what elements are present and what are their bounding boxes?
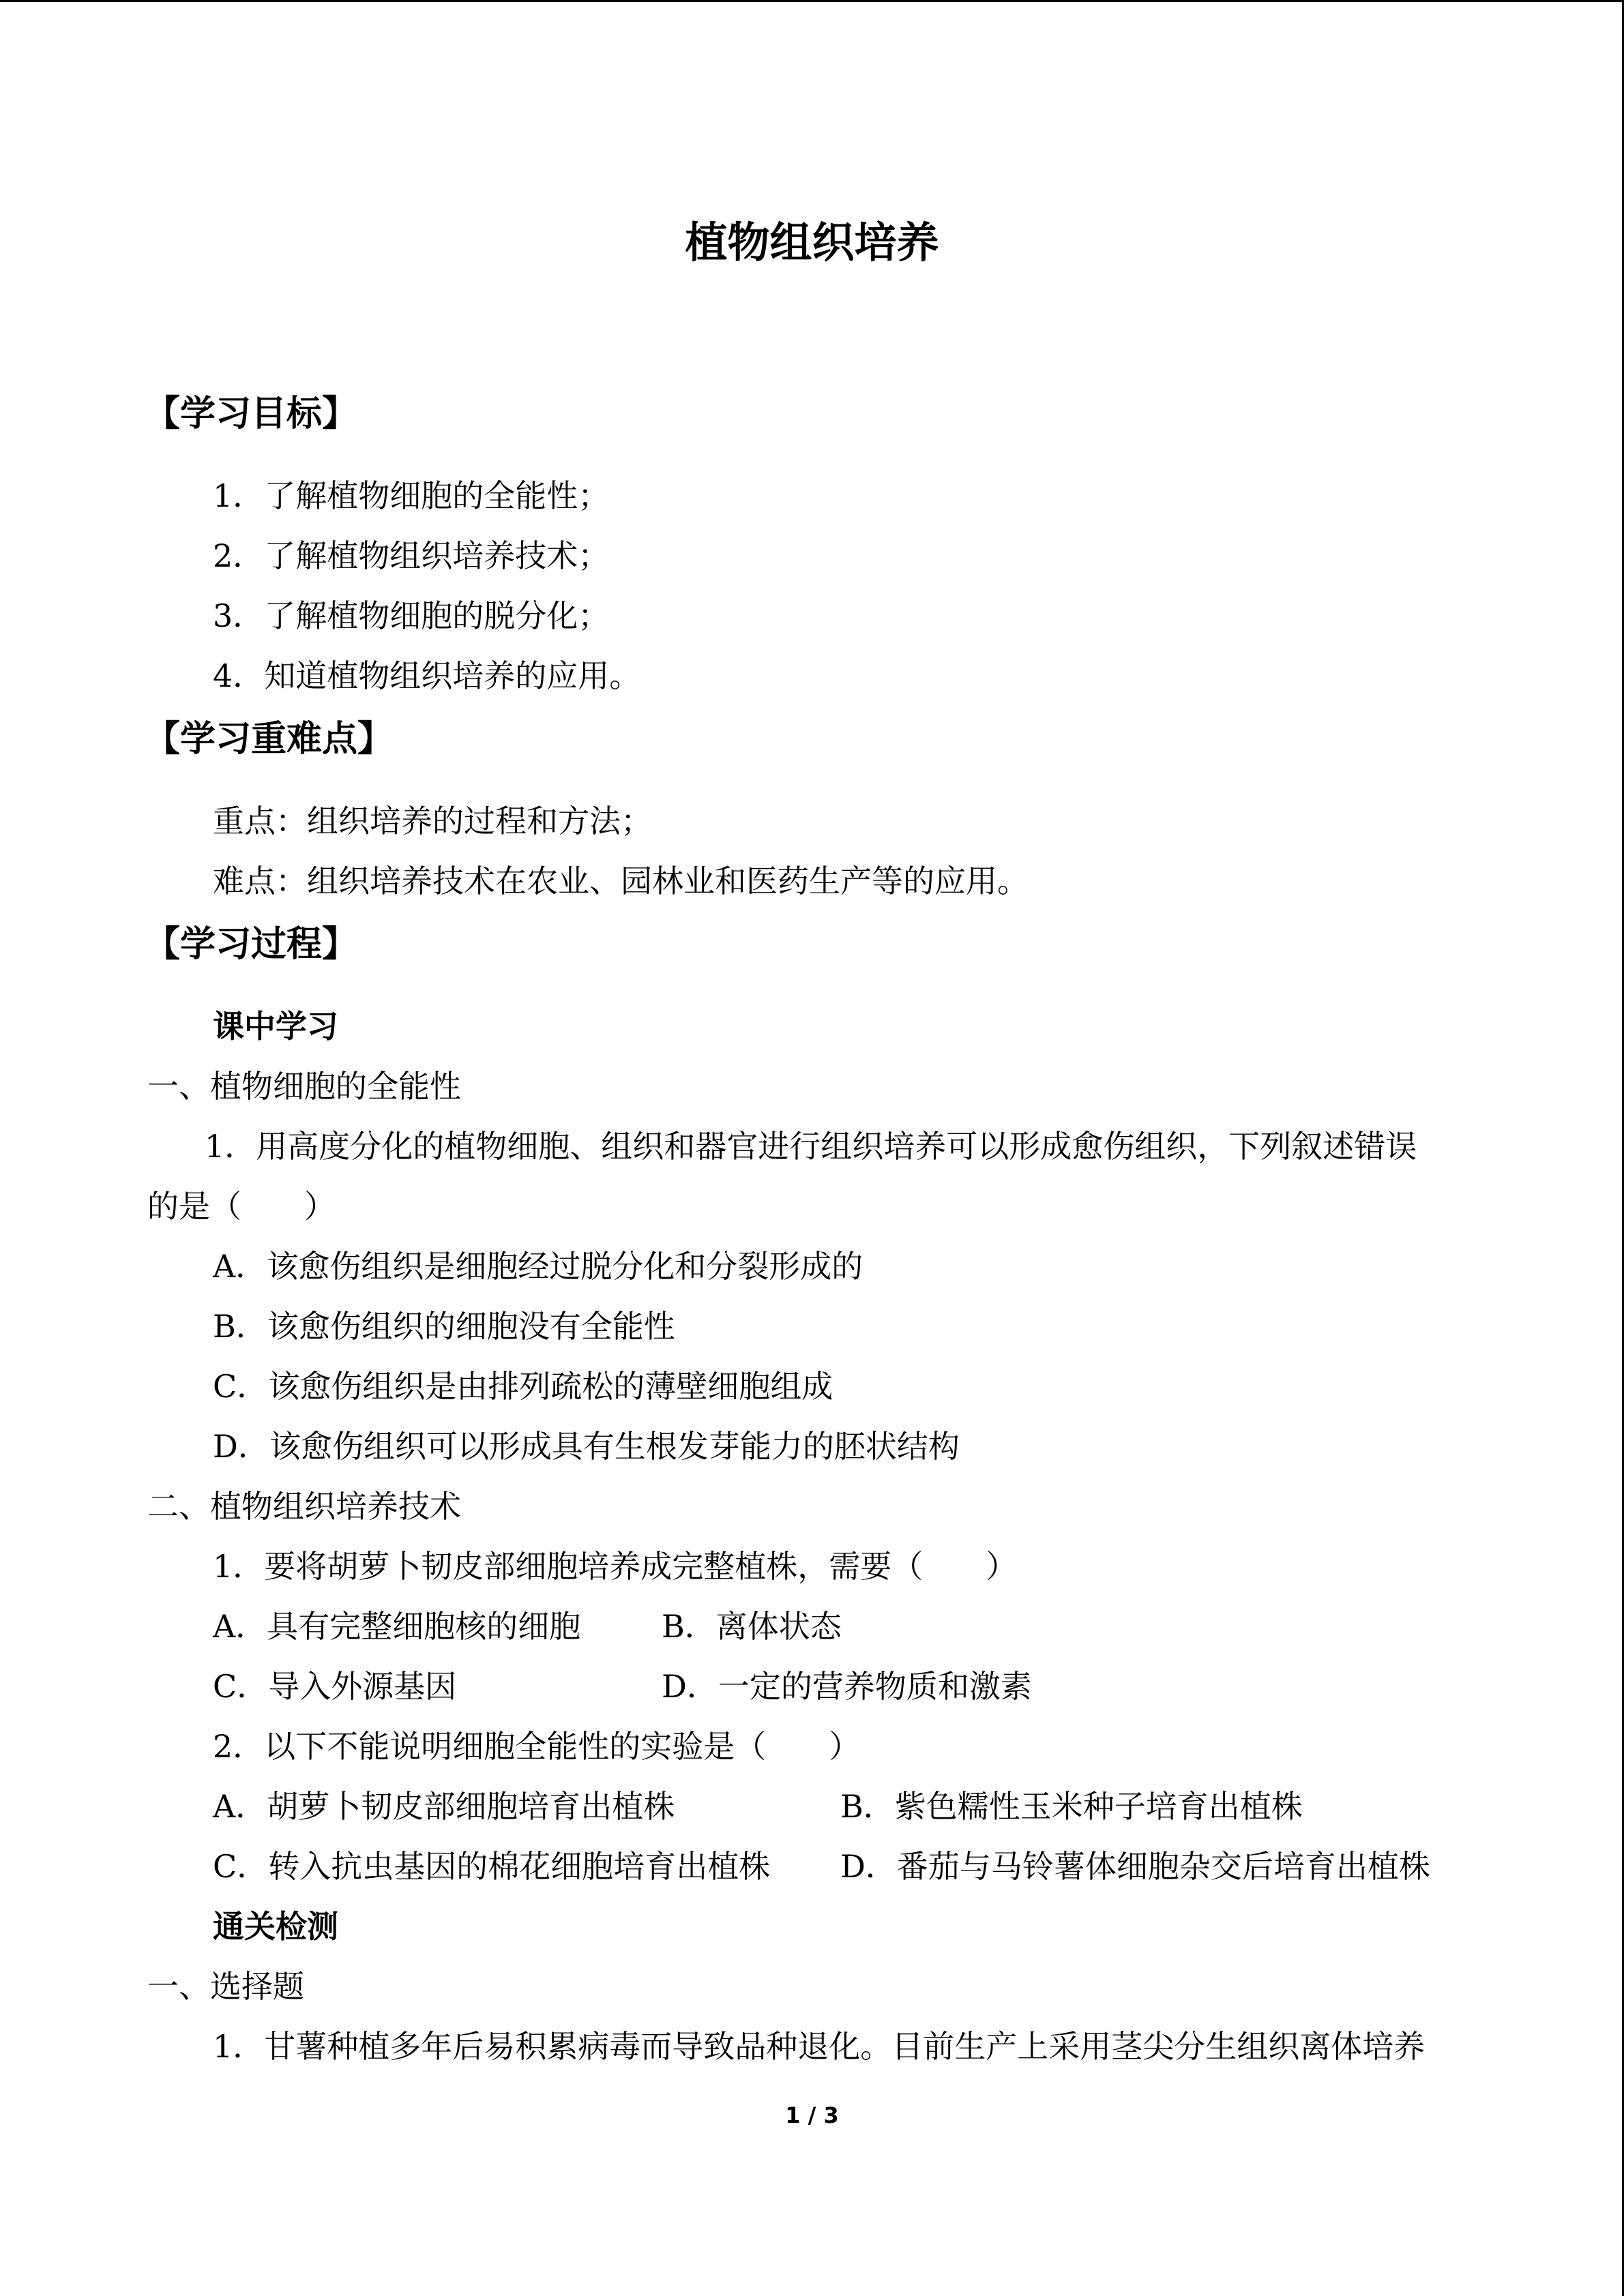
- objectives-heading: 【学习目标】: [145, 393, 358, 434]
- part2-q1-option-c: C．导入外源基因: [213, 1668, 457, 1705]
- part1-option-d: D．该愈伤组织可以形成具有生根发芽能力的胚状结构: [213, 1428, 960, 1465]
- part1-option-c: C．该愈伤组织是由排列疏松的薄壁细胞组成: [213, 1368, 833, 1405]
- part1-option-a: A．该愈伤组织是细胞经过脱分化和分裂形成的: [213, 1248, 863, 1285]
- key-point-focus: 重点：组织培养的过程和方法；: [213, 803, 652, 839]
- part1-question-line1: 1．用高度分化的植物细胞、组织和器官进行组织培养可以形成愈伤组织，下列叙述错误: [205, 1128, 1417, 1165]
- part2-question1: 1．要将胡萝卜韧皮部细胞培养成完整植株，需要（ ）: [213, 1548, 1018, 1585]
- objective-item-3: 3．了解植物细胞的脱分化；: [213, 597, 610, 634]
- part2-q2-option-d: D．番茄与马铃薯体细胞杂交后培育出植株: [840, 1848, 1430, 1885]
- process-heading: 【学习过程】: [145, 924, 358, 965]
- part1-option-b: B．该愈伤组织的细胞没有全能性: [213, 1308, 675, 1345]
- part2-question2: 2．以下不能说明细胞全能性的实验是（ ）: [213, 1728, 861, 1765]
- in-class-subheading: 课中学习: [213, 1008, 338, 1045]
- objective-item-2: 2．了解植物组织培养技术；: [213, 537, 610, 574]
- part2-q1-option-d: D．一定的营养物质和激素: [662, 1668, 1032, 1705]
- page-number: 1 / 3: [785, 2102, 839, 2128]
- part2-q2-option-c: C．转入抗虫基因的棉花细胞培育出植株: [213, 1848, 771, 1885]
- objective-item-4: 4．知道植物组织培养的应用。: [213, 657, 641, 694]
- part2-q2-option-b: B．紫色糯性玉米种子培育出植株: [840, 1788, 1303, 1825]
- check-subheading: 通关检测: [213, 1908, 338, 1945]
- key-point-difficulty: 难点：组织培养技术在农业、园林业和医药生产等的应用。: [213, 863, 1029, 899]
- part1-title: 一、植物细胞的全能性: [147, 1068, 461, 1105]
- page-border-top: [0, 0, 1624, 2]
- objective-item-1: 1．了解植物细胞的全能性；: [213, 477, 610, 514]
- part2-q2-option-a: A．胡萝卜韧皮部细胞培育出植株: [213, 1788, 675, 1825]
- part2-q1-option-a: A．具有完整细胞核的细胞: [213, 1608, 581, 1645]
- part3-question1: 1．甘薯种植多年后易积累病毒而导致品种退化。目前生产上采用茎尖分生组织离体培养: [213, 2028, 1426, 2065]
- key-points-heading: 【学习重难点】: [145, 719, 394, 760]
- part2-q1-option-b: B．离体状态: [662, 1608, 842, 1645]
- part1-question-line2: 的是（ ）: [147, 1188, 336, 1225]
- page-title: 植物组织培养: [685, 218, 939, 267]
- part3-title: 一、选择题: [147, 1968, 304, 2005]
- part2-title: 二、植物组织培养技术: [147, 1488, 461, 1525]
